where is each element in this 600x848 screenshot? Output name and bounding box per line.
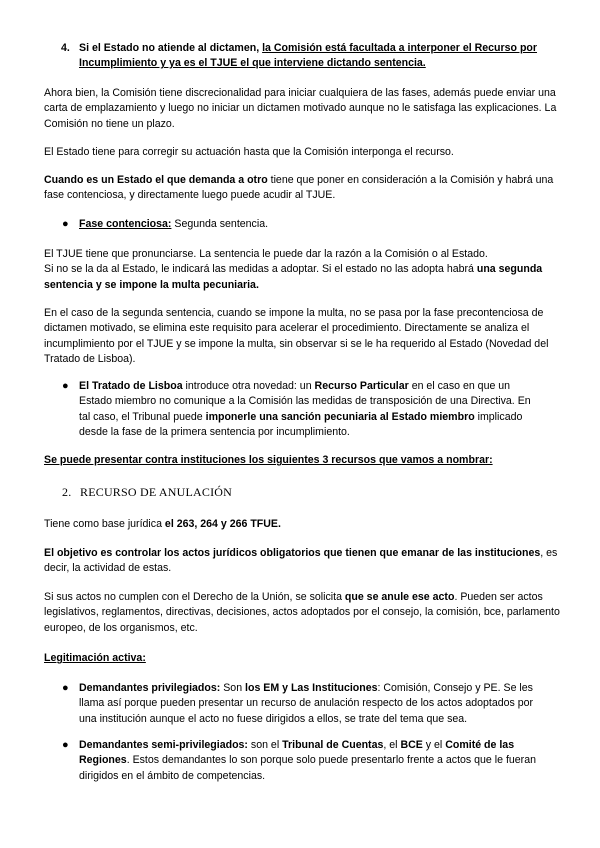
bullet-text: . Estos demandantes lo son porque solo puede presentarlo frente a actos que le fueran dirigidos en el ámbito de competencias.	[79, 754, 536, 782]
bold-phrase: los EM y Las Instituciones	[245, 682, 378, 694]
bullet-text: Segunda sentencia.	[171, 218, 269, 230]
bold-phrase: El Tratado de Lisboa	[79, 380, 183, 392]
bullet-text: en el caso en que un Estado miembro no comunique a la Comisión las medidas de transposición de una Directiva. En tal caso, el Tribunal puede	[79, 380, 531, 423]
paragraph-base-juridica	[44, 517, 562, 532]
paragraph-tjue-pronunciarse	[44, 247, 562, 293]
bullet-icon: ●	[62, 380, 69, 392]
bullet-icon: ●	[62, 682, 69, 694]
bold-phrase: Demandantes semi-privilegiados:	[79, 739, 248, 751]
paragraph-text: tiene que poner en consideración a la Comisión y habrá una fase contenciosa, y directamente luego puede acudir al TJUE.	[44, 174, 554, 202]
bold-phrase: Demandantes privilegiados:	[79, 682, 221, 694]
paragraph-discrecionalidad: Ahora bien, la Comisión tiene discrecionalidad para iniciar cualquiera de las fases, además puede enviar una carta de emplazamiento y luego no iniciar un dictamen motivado aunque no le satisfaga las explicaciones. La Comisión no tiene un plazo.	[44, 87, 557, 130]
bullet-text: son el	[247, 739, 283, 751]
bullet-demandantes-privilegiados	[62, 681, 542, 727]
paragraph-text: Tiene como base jurídica	[44, 518, 165, 530]
paragraph-legitimacion-activa: Legitimación activa:	[44, 652, 146, 664]
item-number: 4.	[61, 42, 70, 54]
bold-phrase: Recurso Particular	[314, 380, 409, 392]
paragraph-plazo-estado: El Estado tiene para corregir su actuación hasta que la Comisión interponga el recurso.	[44, 146, 454, 158]
bullet-text: Son	[220, 682, 246, 694]
paragraph-objetivo	[44, 546, 562, 577]
bold-phrase: el 263, 264 y 266 TFUE.	[164, 518, 281, 530]
bullet-text: introduce otra novedad: un	[182, 380, 315, 392]
numbered-item-4	[61, 41, 541, 72]
bold-phrase: El objetivo es controlar los actos jurídicos obligatorios que tienen que emanar de las instituciones	[44, 547, 541, 559]
paragraph-segunda-sentencia: En el caso de la segunda sentencia, cuando se impone la multa, no se pasa por la fase precontenciosa de dictamen motivado, se elimina este requisito para acelerar el procedimiento. Directamente se analiza el incumplimiento por el TJUE y se impone la multa, sin observar si se le ha requerido al Estado (Novedad del Tratado de Lisboa).	[44, 307, 549, 365]
bullet-text: , el	[383, 739, 401, 751]
bullet-text: implicado desde la fase de la primera sentencia por incumplimiento.	[79, 410, 523, 438]
bold-phrase: Tribunal de Cuentas	[282, 739, 384, 751]
bullet-text: : Comisión, Consejo y PE. Se les llama así porque pueden presentar un recurso de anulación respecto de los actos adoptados por una institución aunque el acto no fuese dirigidos a ellos, se trate del tema que sea.	[79, 682, 534, 725]
bold-phrase: una segunda sentencia y se impone la multa pecuniaria.	[44, 263, 543, 291]
bold-phrase: imponerle una sanción pecuniaria al Estado miembro	[205, 410, 475, 423]
bold-phrase: Cuando es un Estado el que demanda a otro	[44, 174, 268, 186]
bold-phrase: Comité de las Regiones	[79, 739, 515, 767]
bold-phrase: que se anule ese acto	[344, 591, 455, 603]
bullet-fase-contenciosa	[62, 217, 542, 232]
paragraph-estado-demanda	[44, 173, 562, 204]
paragraph-text: . Pueden ser actos legislativos, reglamentos, directivas, decisiones, actos adoptados por el consejo, la comisión, bce, parlamento europeo, de los organismos, etc.	[44, 591, 560, 634]
heading-number: 2.	[62, 485, 72, 499]
bullet-icon: ●	[62, 218, 69, 230]
paragraph-line2: Si no se la da al Estado, le indicará las medidas a adoptar. Si el estado no las adopta habrá	[44, 263, 477, 276]
bold-phrase: BCE	[400, 739, 423, 751]
paragraph-recursos-intro: Se puede presentar contra instituciones los siguientes 3 recursos que vamos a nombrar:	[44, 454, 493, 466]
paragraph-anulacion-acto	[44, 590, 562, 636]
section-heading	[62, 485, 542, 500]
item-text: Si el Estado no atiende al dictamen,	[79, 42, 263, 54]
bullet-demandantes-semi-privilegiados	[62, 738, 542, 784]
item-text-underlined: la Comisión está facultada a interponer el Recurso por Incumplimiento y ya es el TJUE el que interviene dictando sentencia.	[79, 42, 538, 70]
bullet-title: Fase contenciosa:	[79, 218, 172, 230]
heading-title: RECURSO DE ANULACIÓN	[80, 485, 233, 499]
bullet-tratado-lisboa	[62, 379, 542, 440]
bullet-text: y el	[422, 739, 446, 751]
bullet-icon: ●	[62, 739, 69, 751]
paragraph-text: Si sus actos no cumplen con el Derecho de la Unión, se solicita	[44, 591, 345, 603]
paragraph-line1: El TJUE tiene que pronunciarse. La sentencia le puede dar la razón a la Comisión o al Estado.	[44, 248, 488, 260]
paragraph-text: , es decir, la actividad de estas.	[44, 547, 558, 575]
